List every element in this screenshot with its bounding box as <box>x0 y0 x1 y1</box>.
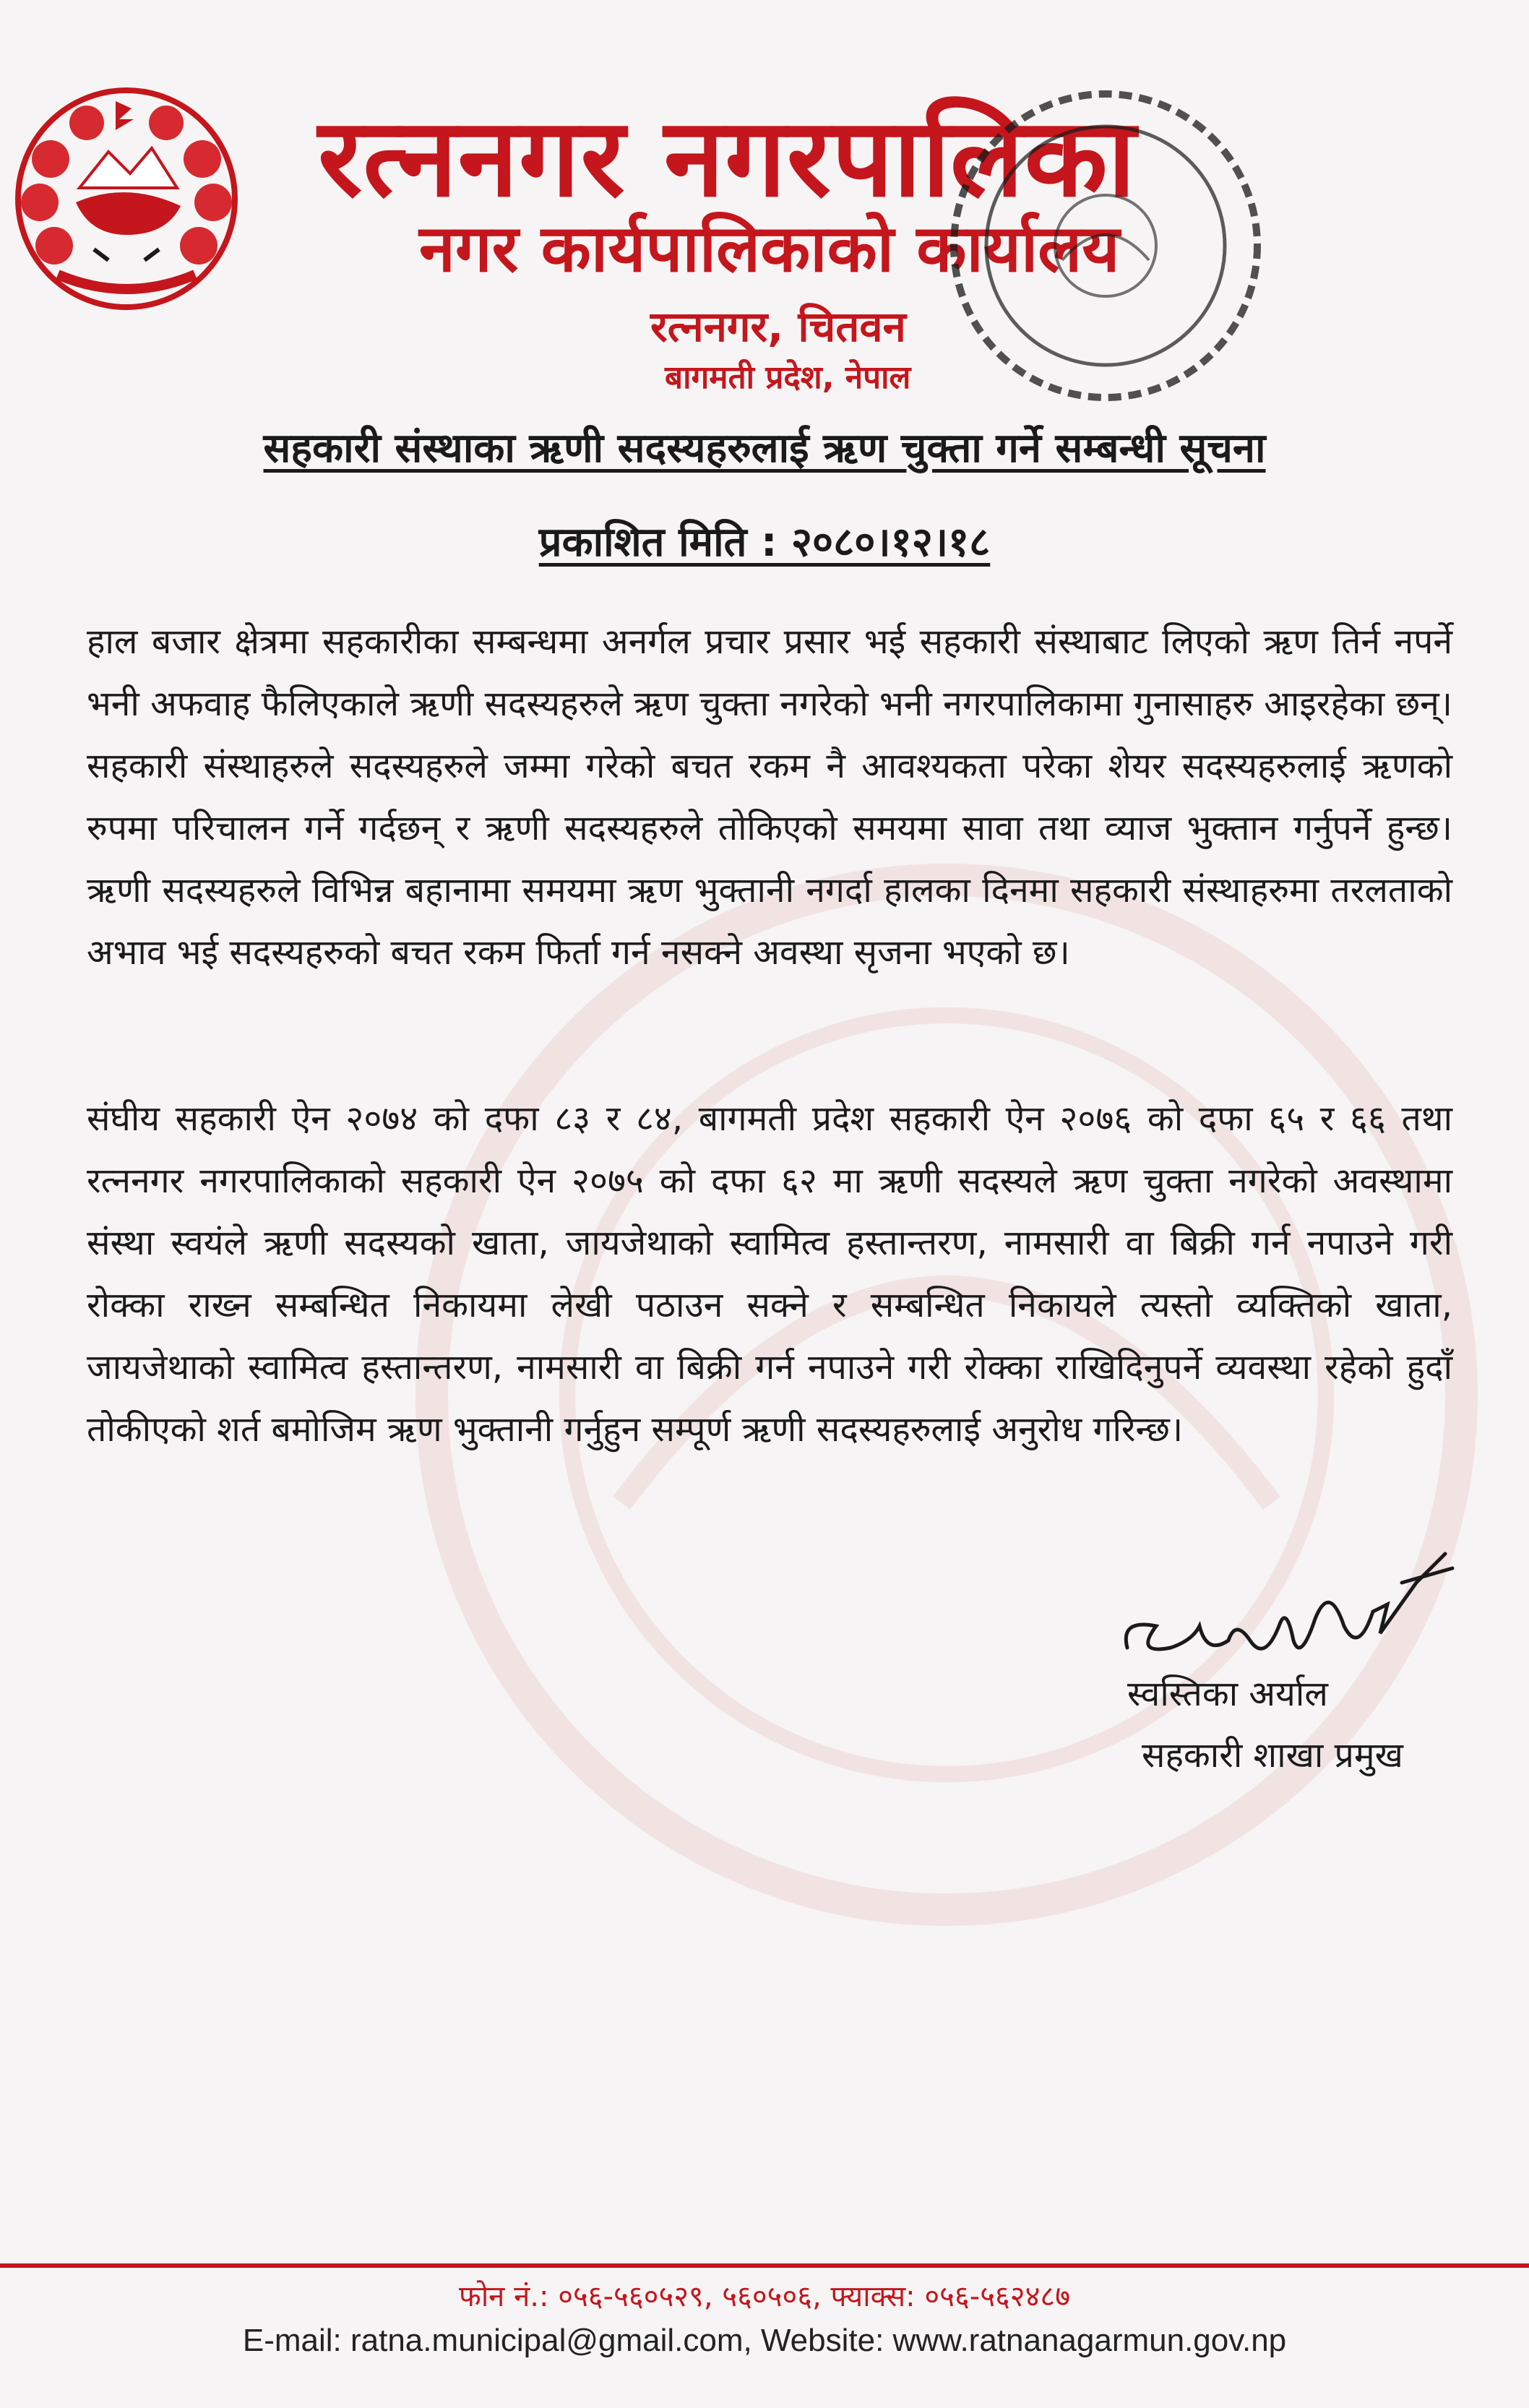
signatory-name: स्वस्तिका अर्याल <box>1127 1674 1328 1714</box>
address-line-2: बागमती प्रदेश, नेपाल <box>665 359 911 396</box>
footer-divider <box>0 2263 1529 2268</box>
notice-title: सहकारी संस्थाका ऋणी सदस्यहरुलाई ऋण चुक्ता गर्ने सम्बन्धी सूचना <box>263 425 1266 472</box>
office-name: नगर कार्यपालिकाको कार्यालय <box>419 211 1120 287</box>
signature-icon <box>1113 1539 1474 1677</box>
notice-paragraph-2: संघीय सहकारी ऐन २०७४ को दफा ८३ र ८४, बागमती प्रदेश सहकारी ऐन २०७६ को दफा ६५ र ६६ तथा रत्ननगर नगरपालिकाको सहकारी ऐन २०७५ को दफा ६२ मा ऋणी सदस्यले ऋण चुक्ता नगरेको अवस्थामा संस्था स्वयंले ऋणी सदस्यको खाता, जायजेथाको स्वामित्व हस्तान्तरण, नामसारी वा बिक्री गर्न नपाउने गरी रोक्का राख्न सम्बन्धित निकायमा लेखी पठाउन सक्ने र सम्बन्धित निकायले त्यस्तो व्यक्तिको खाता, जायजेथाको स्वामित्व हस्तान्तरण, नामसारी वा बिक्री गर्न नपाउने गरी रोक्का राखिदिनुपर्ने व्यवस्था रहेको हुदाँ तोकीएको शर्त बमोजिम ऋण भुक्तानी गर्नुहुन सम्पूर्ण ऋणी सदस्यहरुलाई अनुरोध गरिन्छ। <box>87 1098 1452 1450</box>
footer-contact: E-mail: ratna.municipal@gmail.com, Website: www.ratnanagarmun.gov.np <box>242 2323 1287 2358</box>
nepal-government-emblem-icon <box>7 79 246 318</box>
municipality-round-seal-icon <box>939 79 1272 412</box>
footer-phone: फोन नं.: ०५६-५६०५२९, ५६०५०६, फ्याक्स: ०५६-५६२४८७ <box>458 2280 1071 2313</box>
signatory-title: सहकारी शाखा प्रमुख <box>1142 1735 1403 1776</box>
address-line-1: रत्ननगर, चितवन <box>650 302 906 351</box>
notice-paragraph-1: हाल बजार क्षेत्रमा सहकारीका सम्बन्धमा अनर्गल प्रचार प्रसार भई सहकारी संस्थाबाट लिएको ऋण तिर्न नपर्ने भनी अफवाह फैलिएकाले ऋणी सदस्यहरुले ऋण चुक्ता नगरेको भनी नगरपालिकामा गुनासाहरु आइरहेका छन्। सहकारी संस्थाहरुले सदस्यहरुले जम्मा गरेको बचत रकम नै आवश्यकता परेका शेयर सदस्यहरुलाई ऋणको रुपमा परिचालन गर्ने गर्दछन् र ऋणी सदस्यहरुले तोकिएको समयमा सावा तथा व्याज भुक्तान गर्नुपर्ने हुन्छ। ऋणी सदस्यहरुले विभिन्न बहानामा समयमा ऋण भुक्तानी नगर्दा हालका दिनमा सहकारी संस्थाहरुमा तरलताको अभाव भई सदस्यहरुको बचत रकम फिर्ता गर्न नसक्ने अवस्था सृजना भएको छ। <box>87 622 1452 973</box>
org-name: रत्ननगर नगरपालिका <box>318 95 1137 221</box>
published-date: प्रकाशित मिति : २०८०।१२।१८ <box>538 519 991 566</box>
